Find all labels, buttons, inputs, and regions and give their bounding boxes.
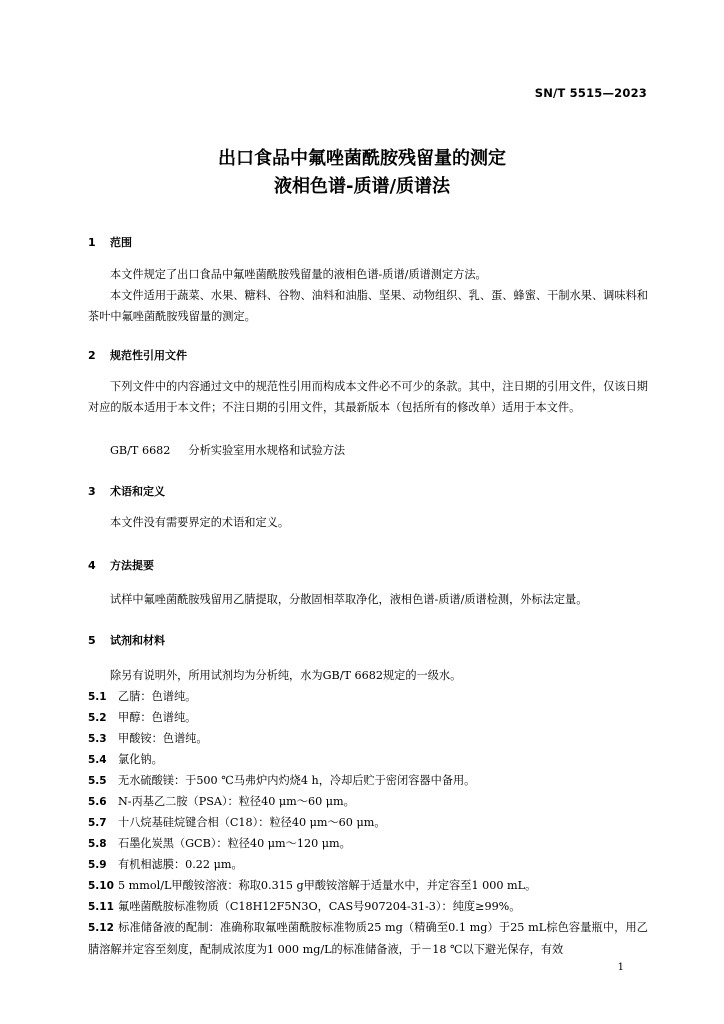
list-item	[88, 770, 648, 792]
section-4-heading	[88, 557, 154, 573]
document-title-line1: 出口食品中氟唑菌酰胺残留量的测定	[218, 148, 506, 169]
item-text: 甲醇：色谱纯。	[118, 711, 197, 724]
section-number: 4	[88, 559, 96, 572]
item-number: 5.1	[88, 691, 107, 703]
item-text: 十八烷基硅烷键合相（C18）：粒径40 μm～60 μm。	[118, 816, 386, 829]
page-number: 1	[617, 962, 624, 973]
list-item	[88, 749, 648, 771]
paragraph: 本文件规定了出口食品中氟唑菌酰胺残留量的液相色谱-质谱/质谱测定方法。	[110, 268, 487, 281]
item-number: 5.12	[88, 922, 114, 934]
section-title: 方法提要	[110, 559, 154, 572]
section-5-heading	[88, 632, 165, 648]
list-item	[88, 875, 648, 897]
item-number: 5.9	[88, 859, 107, 871]
paragraph: 本文件适用于蔬菜、水果、糖料、谷物、油料和油脂、坚果、动物组织、乳、蛋、蜂蜜、干制水果、调味料和茶叶中氟唑菌酰胺残留量的测定。	[88, 289, 648, 323]
paragraph: 试样中氟唑菌酰胺残留用乙腈提取，分散固相萃取净化，液相色谱-质谱/质谱检测，外标法定量。	[110, 593, 588, 606]
section-number: 2	[88, 349, 96, 362]
item-number: 5.2	[88, 712, 107, 724]
list-item	[88, 686, 648, 708]
section-title: 术语和定义	[110, 485, 165, 498]
list-item	[88, 896, 648, 918]
paragraph: 本文件没有需要界定的术语和定义。	[110, 516, 290, 529]
item-text: 乙腈：色谱纯。	[118, 690, 197, 703]
section-title: 试剂和材料	[110, 634, 165, 647]
item-number: 5.3	[88, 733, 107, 745]
section-title: 规范性引用文件	[110, 349, 187, 362]
item-text: 无水硫酸镁：于500 ℃马弗炉内灼烧4 h，冷却后贮于密闭容器中备用。	[118, 774, 476, 787]
item-number: 5.6	[88, 796, 107, 808]
item-number: 5.4	[88, 754, 107, 766]
normative-reference	[110, 442, 345, 458]
document-title-line2: 液相色谱-质谱/质谱法	[273, 176, 451, 197]
section-title: 范围	[110, 236, 132, 249]
section-number: 1	[88, 236, 96, 249]
item-text: 标准储备液的配制：准确称取氟唑菌酰胺标准物质25 mg（精确至0.1 mg）于25 mL棕色容量瓶中，用乙腈溶解并定容至刻度，配制成浓度为1 000 mg/L的标准储备液，于－18 ℃以下避光保存，有效	[88, 921, 648, 956]
item-text: 5 mmol/L甲酸铵溶液：称取0.315 g甲酸铵溶解于适量水中，并定容至1 000 mL。	[118, 879, 537, 892]
item-text: 氯化钠。	[118, 753, 163, 766]
paragraph: 下列文件中的内容通过文中的规范性引用而构成本文件必不可少的条款。其中，注日期的引用文件，仅该日期对应的版本适用于本文件；不注日期的引用文件，其最新版本（包括所有的修改单）适用于本文件。	[88, 380, 648, 414]
standard-code: SN/T 5515—2023	[534, 86, 647, 100]
item-text: 有机相滤膜：0.22 μm。	[118, 858, 243, 871]
section-1-heading	[88, 234, 132, 250]
list-item	[88, 728, 648, 750]
item-text: 氟唑菌酰胺标准物质（C18H12F5N3O，CAS号907204-31-3）：纯度≥99%。	[118, 900, 521, 913]
item-text: 石墨化炭黑（GCB）：粒径40 μm～120 μm。	[118, 837, 351, 850]
list-item	[88, 791, 648, 813]
section-number: 3	[88, 485, 96, 498]
reference-code: GB/T 6682	[110, 444, 171, 457]
paragraph: 除另有说明外，所用试剂均为分析纯，水为GB/T 6682规定的一级水。	[110, 669, 462, 682]
section-3-heading	[88, 483, 165, 499]
item-number: 5.10	[88, 880, 114, 892]
section-number: 5	[88, 634, 96, 647]
item-text: 甲酸铵：色谱纯。	[118, 732, 208, 745]
item-number: 5.5	[88, 775, 107, 787]
list-item	[88, 812, 648, 834]
item-number: 5.8	[88, 838, 107, 850]
item-number: 5.7	[88, 817, 107, 829]
item-number: 5.11	[88, 901, 114, 913]
item-text: N-丙基乙二胺（PSA）：粒径40 μm～60 μm。	[118, 795, 355, 808]
reference-title: 分析实验室用水规格和试验方法	[188, 444, 346, 457]
list-item	[88, 707, 648, 729]
section-2-heading	[88, 347, 187, 363]
list-item	[88, 833, 648, 855]
list-item	[88, 854, 648, 876]
list-item	[88, 917, 648, 960]
